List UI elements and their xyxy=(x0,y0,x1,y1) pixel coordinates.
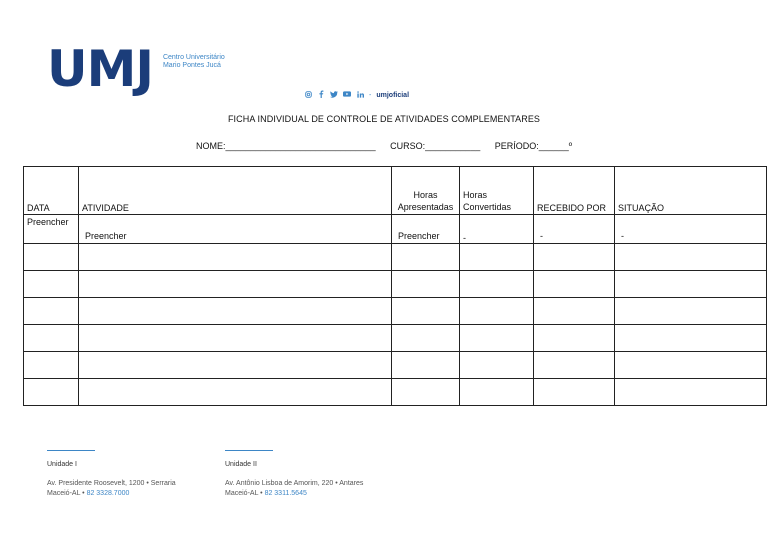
logo-line-2: Mario Pontes Jucá xyxy=(162,62,221,69)
logo-text xyxy=(163,54,225,70)
cell-atividade[interactable]: Preencher xyxy=(79,215,392,244)
cell-data[interactable] xyxy=(24,325,79,352)
cell-atividade[interactable] xyxy=(79,244,392,271)
table-row xyxy=(24,325,767,352)
cell-recebido-por[interactable] xyxy=(534,271,615,298)
table-row xyxy=(24,352,767,379)
nome-field[interactable]: NOME:______________________________ xyxy=(195,141,376,151)
footer-unit-1 xyxy=(47,450,176,499)
activities-table xyxy=(23,166,767,406)
table-row xyxy=(24,215,767,244)
form-fields xyxy=(0,141,768,151)
social-separator: - xyxy=(369,91,372,99)
footer-unit-2 xyxy=(225,450,363,499)
header-atividade: ATIVIDADE xyxy=(79,167,392,215)
facebook-icon[interactable] xyxy=(317,90,325,100)
table-row xyxy=(24,271,767,298)
cell-atividade[interactable] xyxy=(79,271,392,298)
umj-logo xyxy=(47,40,225,98)
header-horas-apresentadas-line2: Apresentadas xyxy=(397,202,454,212)
cell-atividade[interactable] xyxy=(79,298,392,325)
cell-situacao[interactable] xyxy=(615,379,767,406)
table-row xyxy=(24,379,767,406)
header-horas-convertidas xyxy=(460,167,534,215)
cell-data[interactable] xyxy=(24,352,79,379)
cell-horas-apresentadas[interactable] xyxy=(392,271,460,298)
cell-horas-apresentadas[interactable] xyxy=(392,352,460,379)
table-row xyxy=(24,298,767,325)
instagram-icon[interactable] xyxy=(304,91,312,100)
cell-situacao[interactable] xyxy=(615,325,767,352)
cell-horas-apresentadas[interactable]: Preencher xyxy=(392,215,460,244)
cell-horas-apresentadas[interactable] xyxy=(392,379,460,406)
cell-atividade[interactable] xyxy=(79,379,392,406)
linkedin-icon[interactable] xyxy=(356,91,364,100)
cell-recebido-por[interactable]: - xyxy=(534,215,615,244)
cell-data[interactable]: Preencher xyxy=(24,215,79,244)
cell-horas-apresentadas[interactable] xyxy=(392,298,460,325)
cell-horas-convertidas[interactable]: - xyxy=(460,215,534,244)
cell-situacao[interactable] xyxy=(615,298,767,325)
header-horas-apresentadas-line1: Horas xyxy=(413,190,438,200)
cell-recebido-por[interactable] xyxy=(534,244,615,271)
cell-situacao[interactable] xyxy=(615,244,767,271)
cell-recebido-por[interactable] xyxy=(534,379,615,406)
periodo-field[interactable]: PERÍODO:______º xyxy=(494,141,573,151)
unit-phone[interactable]: 82 3311.5645 xyxy=(264,490,307,497)
cell-horas-convertidas[interactable] xyxy=(460,271,534,298)
unit-name: Unidade I xyxy=(47,461,77,468)
cell-horas-convertidas[interactable] xyxy=(460,298,534,325)
cell-data[interactable] xyxy=(24,379,79,406)
unit-address: Av. Presidente Roosevelt, 1200 • Serraria xyxy=(47,480,176,487)
table-header-row xyxy=(24,167,767,215)
cell-situacao[interactable] xyxy=(615,271,767,298)
cell-horas-convertidas[interactable] xyxy=(460,244,534,271)
unit-city: Maceió-AL • xyxy=(225,490,263,497)
cell-horas-convertidas[interactable] xyxy=(460,352,534,379)
cell-horas-apresentadas[interactable] xyxy=(392,244,460,271)
header-horas-apresentadas xyxy=(392,167,460,215)
cell-horas-apresentadas[interactable] xyxy=(392,325,460,352)
cell-atividade[interactable] xyxy=(79,325,392,352)
cell-horas-convertidas[interactable] xyxy=(460,379,534,406)
social-handle[interactable]: umjoficial xyxy=(376,91,410,99)
cell-recebido-por[interactable] xyxy=(534,298,615,325)
curso-field[interactable]: CURSO:___________ xyxy=(390,141,481,151)
cell-data[interactable] xyxy=(24,271,79,298)
unit-address: Av. Antônio Lisboa de Amorim, 220 • Antares xyxy=(225,480,364,487)
table-row xyxy=(24,244,767,271)
cell-atividade[interactable] xyxy=(79,352,392,379)
social-links xyxy=(304,90,409,100)
cell-situacao[interactable] xyxy=(615,352,767,379)
cell-recebido-por[interactable] xyxy=(534,325,615,352)
header-data: DATA xyxy=(24,167,79,215)
youtube-icon[interactable] xyxy=(343,91,351,99)
cell-horas-convertidas[interactable] xyxy=(460,325,534,352)
header-recebido-por: RECEBIDO POR xyxy=(534,167,615,215)
twitter-icon[interactable] xyxy=(330,91,338,100)
unit-city: Maceió-AL • xyxy=(47,490,85,497)
cell-recebido-por[interactable] xyxy=(534,352,615,379)
unit-contact xyxy=(225,489,363,499)
logo-line-1: Centro Universitário xyxy=(162,54,225,61)
header-horas-convertidas-line1: Horas xyxy=(463,190,488,200)
unit-phone[interactable]: 82 3328.7000 xyxy=(86,490,130,497)
cell-situacao[interactable]: - xyxy=(615,215,767,244)
footer-rule xyxy=(47,450,95,451)
form-title: FICHA INDIVIDUAL DE CONTROLE DE ATIVIDADES COMPLEMENTARES xyxy=(227,114,541,124)
header-horas-convertidas-line2: Convertidas xyxy=(463,202,512,212)
footer-rule xyxy=(225,450,273,451)
unit-name: Unidade II xyxy=(225,461,257,468)
cell-data[interactable] xyxy=(24,244,79,271)
cell-data[interactable] xyxy=(24,298,79,325)
logo-mark: UMJ xyxy=(47,40,153,98)
unit-contact xyxy=(47,489,176,499)
header-situacao: SITUAÇÃO xyxy=(615,167,767,215)
